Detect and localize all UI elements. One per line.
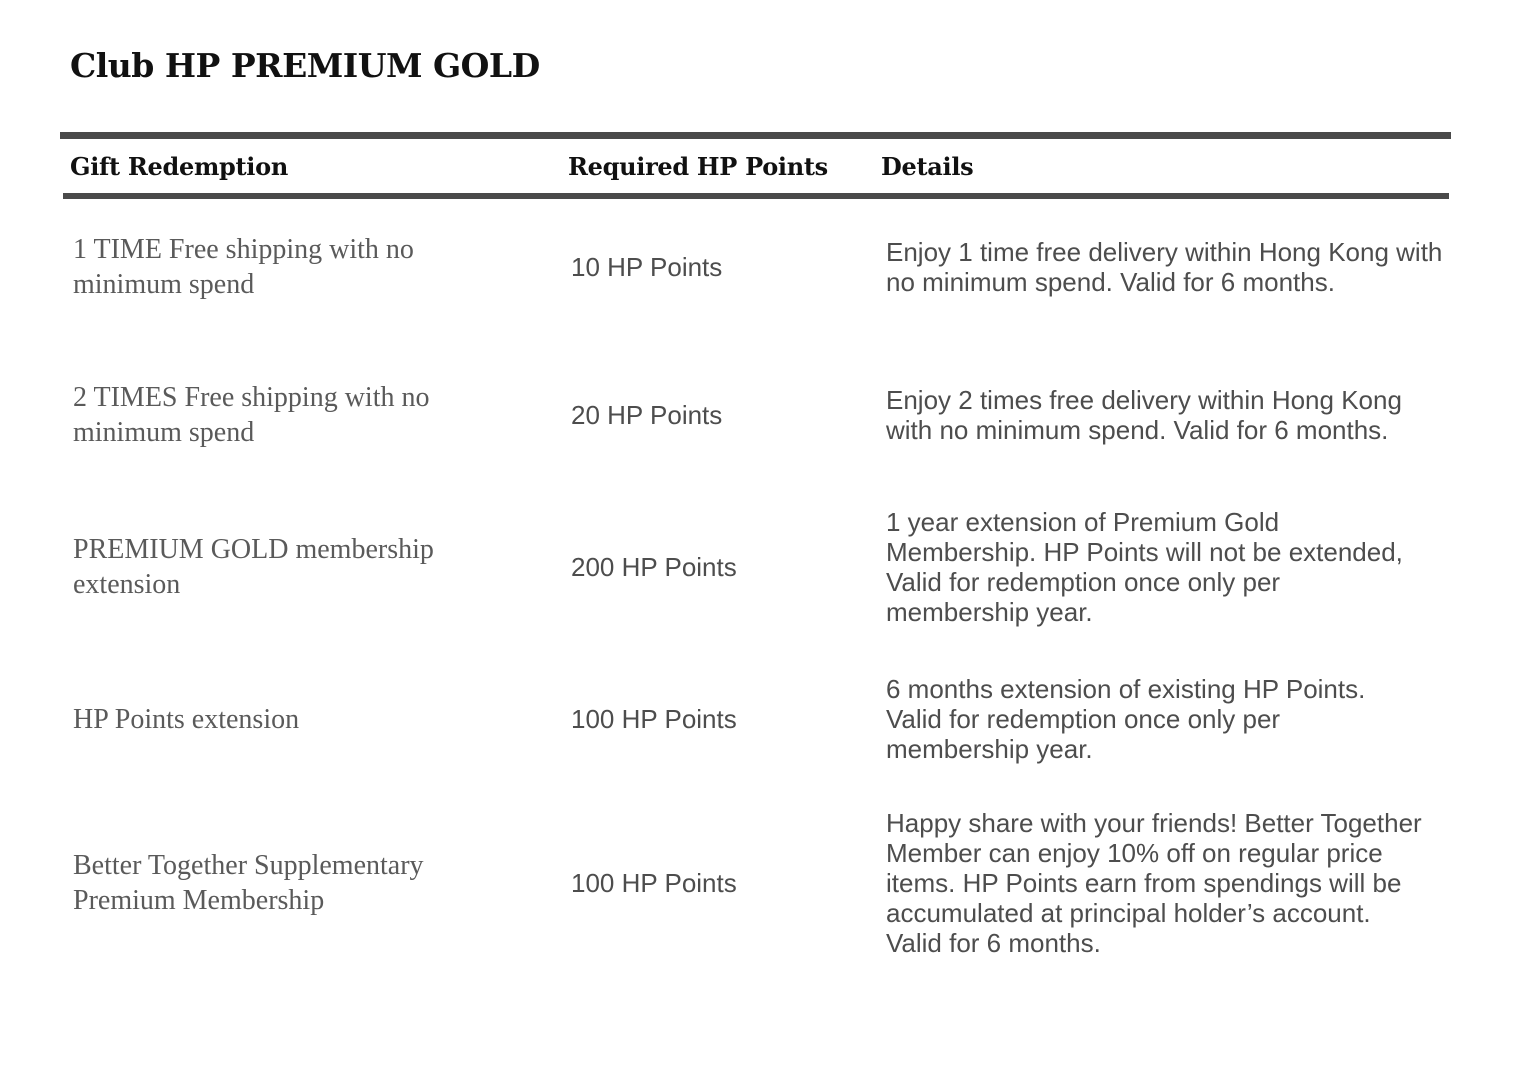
gift-name: 1 TIME Free shipping with no minimum spend [73,234,414,300]
header-required-points: Required HP Points [568,152,828,181]
table-row [0,673,1520,765]
points-cell [571,506,861,628]
header-details: Details [881,152,974,181]
table-row [0,506,1520,628]
gift-name: PREMIUM GOLD membership extension [73,534,434,600]
table-top-rule [60,132,1451,139]
gift-name-cell [73,374,493,456]
gift-details: Happy share with your friends! Better Together Member can enjoy 10% off on regular price items. HP Points earn from spendings will be accumulated at principal holder’s account. Valid for 6 months. [886,808,1422,958]
table-row [0,226,1520,308]
details-cell [886,807,1426,959]
points-cell [571,226,861,308]
gift-name: 2 TIMES Free shipping with no minimum spend [73,382,430,448]
table-header-rule [63,193,1449,199]
required-points: 100 HP Points [571,704,737,734]
gift-name: HP Points extension [73,703,300,735]
gift-details: 1 year extension of Premium Gold Membership. HP Points will not be extended, Valid for redemption once only per membership year. [886,507,1403,627]
page-title: Club HP PREMIUM GOLD [70,46,540,85]
required-points: 20 HP Points [571,400,723,430]
gift-name-cell [73,673,493,765]
details-cell [886,226,1446,308]
gift-details: 6 months extension of existing HP Points. Valid for redemption once only per membership year. [886,674,1366,764]
required-points: 100 HP Points [571,868,737,898]
gift-name: Better Together Supplementary Premium Membership [73,850,424,916]
required-points: 200 HP Points [571,552,737,582]
points-cell [571,673,861,765]
gift-name-cell [73,506,493,628]
table-row [0,374,1520,456]
details-cell [886,506,1406,628]
required-points: 10 HP Points [571,252,723,282]
points-cell [571,374,861,456]
details-cell [886,673,1426,765]
table-row [0,807,1520,959]
details-cell [886,374,1446,456]
points-cell [571,807,861,959]
gift-name-cell [73,226,493,308]
gift-details: Enjoy 2 times free delivery within Hong Kong with no minimum spend. Valid for 6 months. [886,385,1402,445]
gift-details: Enjoy 1 time free delivery within Hong Kong with no minimum spend. Valid for 6 months. [886,237,1443,297]
gift-name-cell [73,807,493,959]
header-gift-redemption: Gift Redemption [70,152,288,181]
